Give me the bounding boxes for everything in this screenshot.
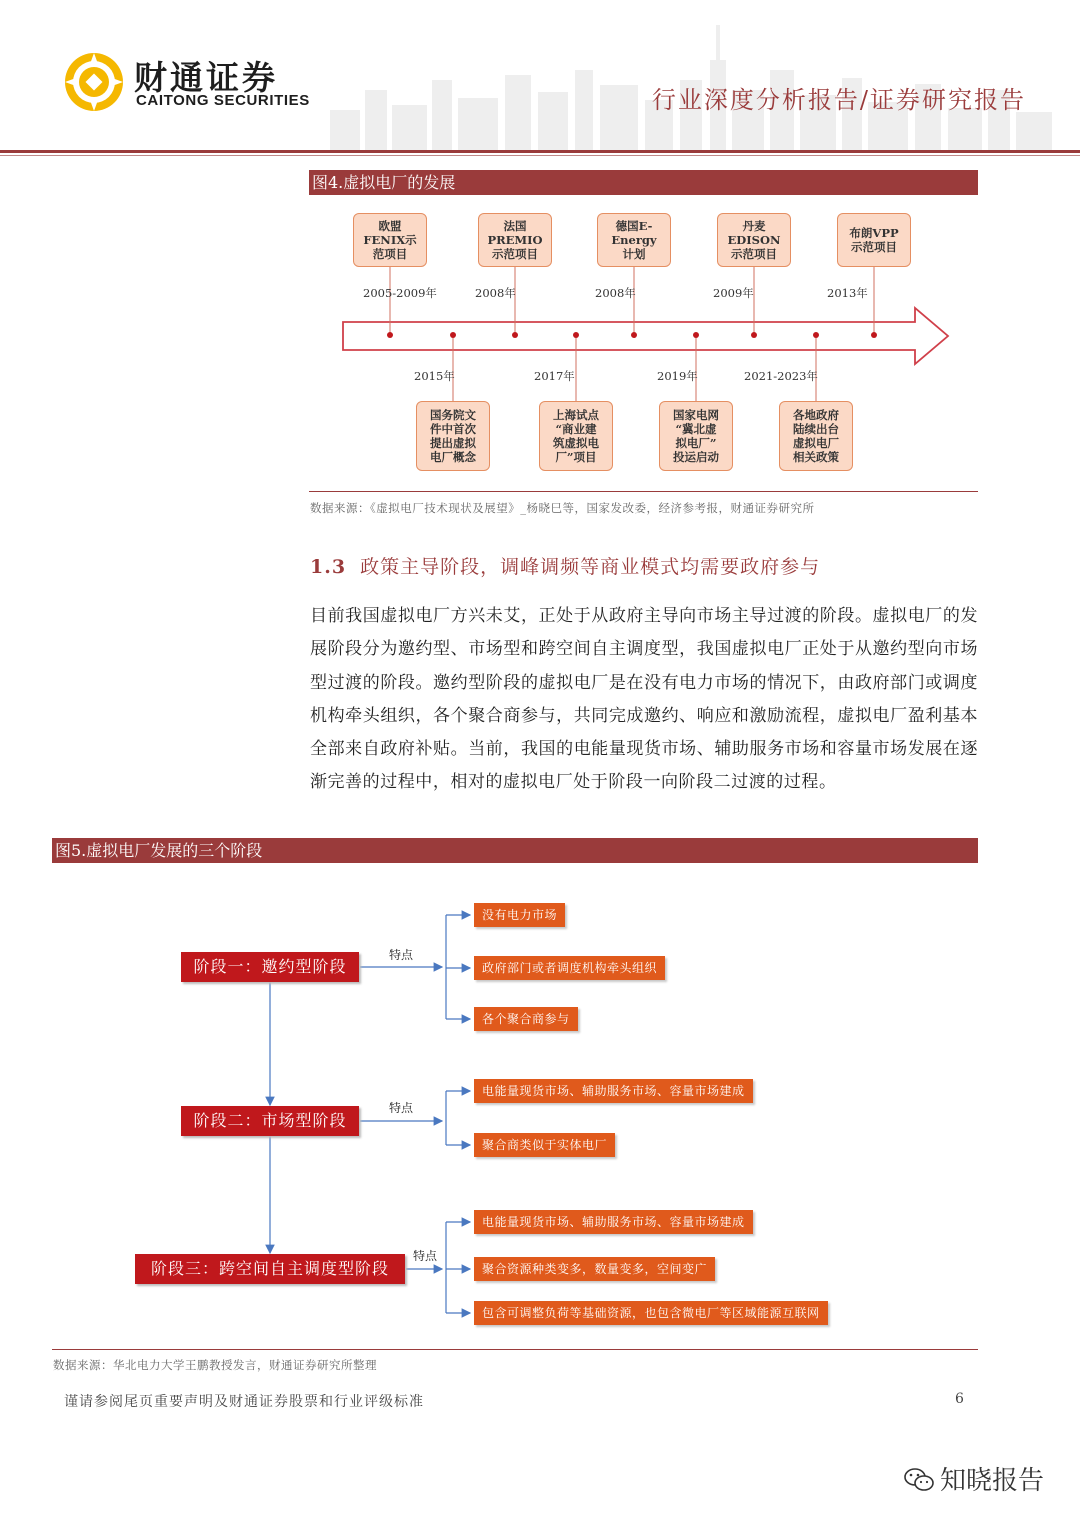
page-header — [0, 0, 1080, 160]
timeline-year: 2008年 — [595, 286, 636, 300]
timeline-diagram — [330, 205, 970, 480]
timeline-event-box: 国家电网 “冀北虚 拟电厂” 投运启动 — [659, 401, 733, 471]
header-divider-thin — [0, 155, 1080, 156]
figure5-title: 图5.虚拟电厂发展的三个阶段 — [55, 841, 263, 860]
figure4-title-bar — [309, 170, 978, 195]
timeline-event-box: 国务院文 件中首次 提出虚拟 电厂概念 — [416, 401, 490, 471]
header-divider — [0, 150, 1080, 153]
feature-box: 没有电力市场 — [474, 903, 565, 927]
section-number: 1.3 — [310, 556, 347, 578]
feature-box: 聚合资源种类变多，数量变多，空间变广 — [474, 1257, 715, 1281]
feature-box: 聚合商类似于实体电厂 — [474, 1133, 615, 1157]
figure5-title-bar — [52, 838, 978, 863]
feature-box: 各个聚合商参与 — [474, 1007, 578, 1031]
stage-1-box: 阶段一：邀约型阶段 — [181, 952, 359, 982]
feature-box: 电能量现货市场、辅助服务市场、容量市场建成 — [474, 1210, 753, 1234]
feature-label: 特点 — [389, 1101, 414, 1115]
timeline-event-box: 丹麦 EDISON 示范项目 — [717, 213, 791, 267]
figure4-source-divider — [309, 491, 978, 492]
brand-name-en: CAITONG SECURITIES — [136, 92, 310, 109]
feature-label: 特点 — [389, 948, 414, 962]
figure5-source-divider — [52, 1349, 978, 1350]
timeline-year: 2005-2009年 — [363, 286, 437, 300]
watermark — [904, 1460, 1044, 1497]
timeline-year: 2008年 — [475, 286, 516, 300]
timeline-year: 2015年 — [414, 369, 455, 383]
figure4-source: 数据来源：《虚拟电厂技术现状及展望》_杨晓巳等，国家发改委，经济参考报，财通证券研究所 — [310, 501, 815, 515]
feature-label: 特点 — [413, 1249, 438, 1263]
section-heading — [310, 552, 820, 579]
timeline-year: 2021-2023年 — [744, 369, 818, 383]
feature-box: 包含可调整负荷等基础资源，也包含微电厂等区域能源互联网 — [474, 1301, 828, 1325]
section-title: 政策主导阶段，调峰调频等商业模式均需要政府参与 — [360, 556, 821, 578]
page-number: 6 — [955, 1391, 964, 1407]
timeline-event-box: 法国 PREMIO 示范项目 — [478, 213, 552, 267]
wechat-icon — [904, 1467, 934, 1493]
timeline-year: 2017年 — [534, 369, 575, 383]
stage-3-box: 阶段三：跨空间自主调度型阶段 — [135, 1254, 405, 1284]
brand-name-cn: 财通证券 — [134, 58, 278, 97]
body-paragraph: 目前我国虚拟电厂方兴未艾，正处于从政府主导向市场主导过渡的阶段。虚拟电厂的发展阶段分为邀约型、市场型和跨空间自主调度型，我国虚拟电厂正处于从邀约型向市场型过渡的阶段。邀约型阶段的虚拟电厂是在没有电力市场的情况下，由政府部门或调度机构牵头组织，各个聚合商参与，共同完成邀约、响应和激励流程，虚拟电厂盈利基本全部来自政府补贴。当前，我国的电能量现货市场、辅助服务市场和容量市场发展在逐渐完善的过程中，相对的虚拟电厂处于阶段一向阶段二过渡的过程。 — [310, 606, 978, 793]
caitong-logo-icon — [62, 50, 126, 114]
feature-box: 政府部门或者调度机构牵头组织 — [474, 956, 665, 980]
timeline-event-box: 布朗VPP 示范项目 — [837, 213, 911, 267]
timeline-year: 2019年 — [657, 369, 698, 383]
figure5-source: 数据来源：华北电力大学王鹏教授发言，财通证券研究所整理 — [53, 1358, 377, 1372]
timeline-event-box: 欧盟 FENIX示 范项目 — [353, 213, 427, 267]
timeline-event-box: 上海试点 “商业建 筑虚拟电 厂”项目 — [539, 401, 613, 471]
feature-box: 电能量现货市场、辅助服务市场、容量市场建成 — [474, 1079, 753, 1103]
report-type-label: 行业深度分析报告/证券研究报告 — [651, 86, 1026, 114]
stage-2-box: 阶段二：市场型阶段 — [181, 1106, 359, 1136]
timeline-event-box: 德国E- Energy 计划 — [597, 213, 671, 267]
footer-disclaimer: 谨请参阅尾页重要声明及财通证券股票和行业评级标准 — [64, 1394, 424, 1410]
timeline-year: 2013年 — [827, 286, 868, 300]
figure4-title: 图4.虚拟电厂的发展 — [312, 173, 456, 192]
timeline-event-box: 各地政府 陆续出台 虚拟电厂 相关政策 — [779, 401, 853, 471]
timeline-year: 2009年 — [713, 286, 754, 300]
watermark-text: 知晓报告 — [939, 1466, 1044, 1496]
